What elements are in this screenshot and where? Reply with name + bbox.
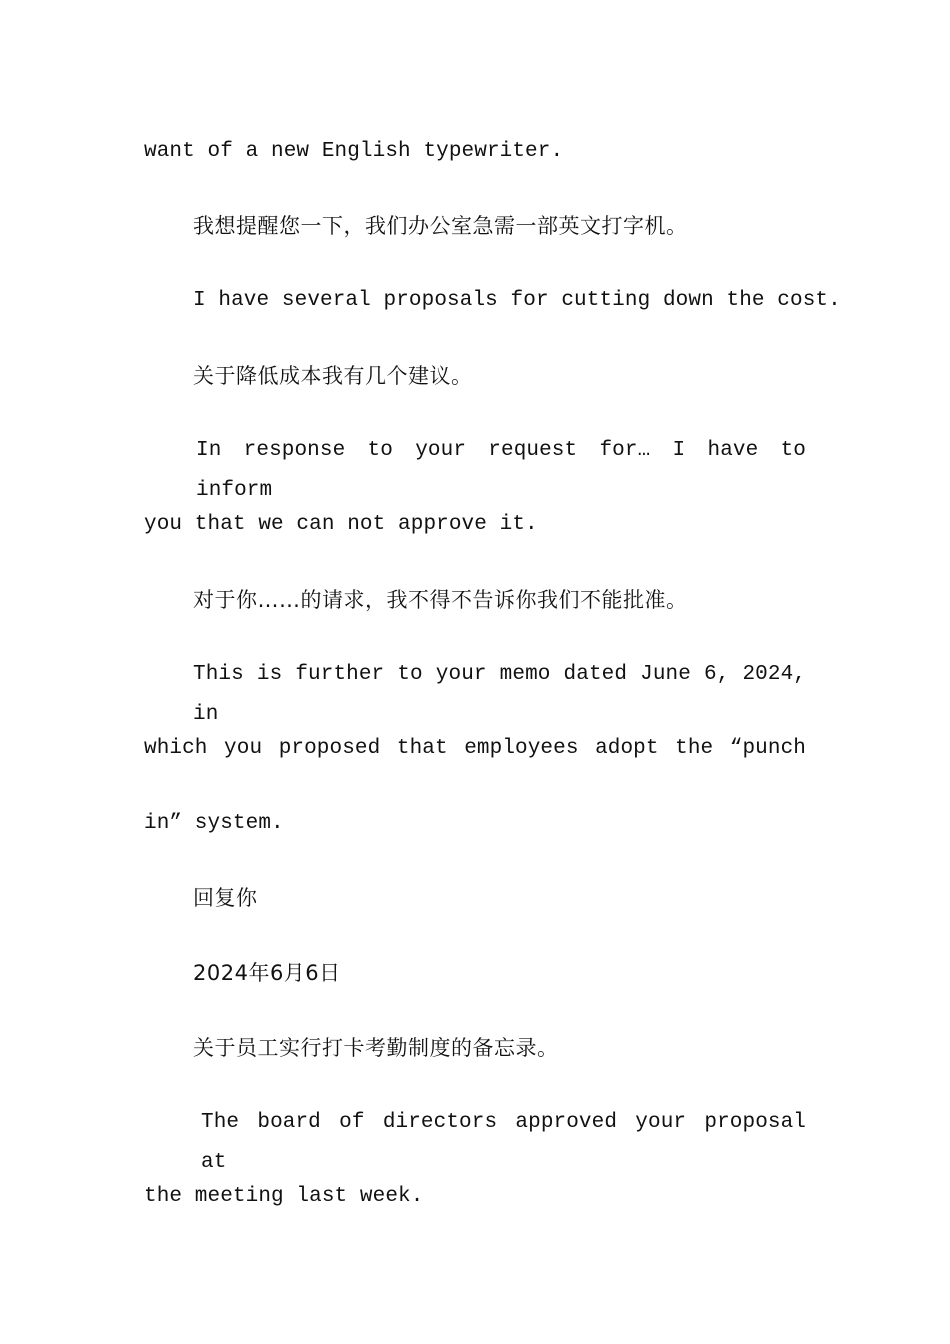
text-line-chinese: 关于降低成本我有几个建议。	[193, 364, 473, 388]
text-line-chinese: 对于你……的请求，我不得不告诉你我们不能批准。	[193, 588, 688, 612]
text-line: in” system.	[144, 812, 284, 835]
text-line: In response to your request for… I have to inform	[196, 439, 806, 502]
text-line: want of a new English typewriter.	[144, 140, 564, 163]
text-line: The board of directors approved your proposal at	[201, 1111, 806, 1174]
text-line-chinese: 我想提醒您一下，我们办公室急需一部英文打字机。	[193, 214, 688, 238]
text-line: you that we can not approve it.	[144, 513, 538, 536]
text-line-chinese: 回复你	[193, 886, 258, 910]
text-line-chinese: 关于员工实行打卡考勤制度的备忘录。	[193, 1036, 559, 1060]
text-line: I have several proposals for cutting down the cost.	[193, 289, 841, 312]
text-line: which you proposed that employees adopt the “punch	[144, 737, 806, 760]
text-line: the meeting last week.	[144, 1185, 424, 1208]
text-line: This is further to your memo dated June 6, 2024, in	[193, 663, 806, 726]
date-line: 2024年6月6日	[193, 961, 341, 985]
